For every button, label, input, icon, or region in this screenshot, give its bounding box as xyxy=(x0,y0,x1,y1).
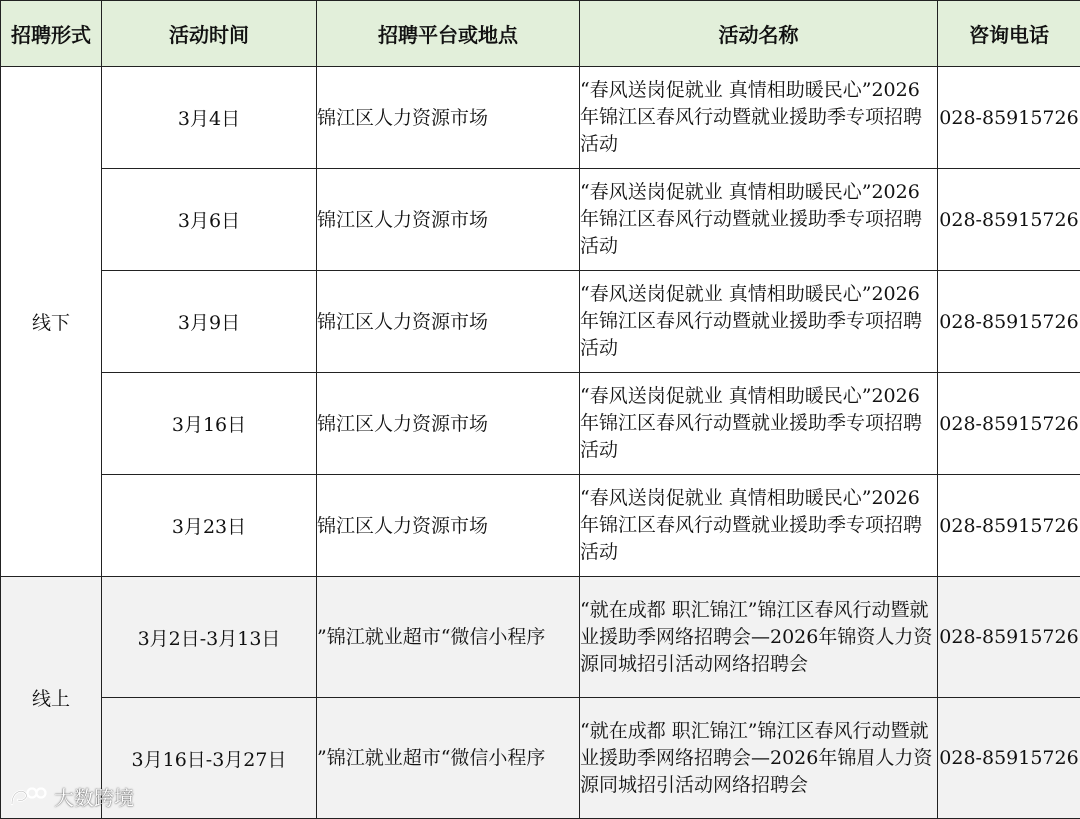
row-date: 3月2日-3月13日 xyxy=(102,577,317,698)
row-date: 3月23日 xyxy=(102,475,317,577)
row-title: “春风送岗促就业 真情相助暖民心”2026年锦江区春风行动暨就业援助季专项招聘活动 xyxy=(580,373,938,475)
table-row xyxy=(1,373,1080,475)
row-title: “春风送岗促就业 真情相助暖民心”2026年锦江区春风行动暨就业援助季专项招聘活动 xyxy=(580,475,938,577)
header-date: 活动时间 xyxy=(102,1,317,67)
table-row xyxy=(1,577,1080,698)
table-row xyxy=(1,271,1080,373)
row-venue: 锦江区人力资源市场 xyxy=(317,373,580,475)
row-title: “就在成都 职汇锦江”锦江区春风行动暨就业援助季网络招聘会—2026年锦眉人力资源同城招引活动网络招聘会 xyxy=(580,698,938,819)
mode-offline: 线下 xyxy=(1,67,102,577)
watermark-text: 大数跨境 xyxy=(54,782,134,811)
row-phone: 028-85915726 xyxy=(938,271,1080,373)
row-date: 3月9日 xyxy=(102,271,317,373)
table-row xyxy=(1,169,1080,271)
row-phone: 028-85915726 xyxy=(938,698,1080,819)
row-date: 3月16日 xyxy=(102,373,317,475)
row-title: “春风送岗促就业 真情相助暖民心”2026年锦江区春风行动暨就业援助季专项招聘活动 xyxy=(580,169,938,271)
row-phone: 028-85915726 xyxy=(938,169,1080,271)
header-phone: 咨询电话 xyxy=(938,1,1080,67)
header-row xyxy=(1,1,1080,67)
row-title: “就在成都 职汇锦江”锦江区春风行动暨就业援助季网络招聘会—2026年锦资人力资源同城招引活动网络招聘会 xyxy=(580,577,938,698)
table-row xyxy=(1,475,1080,577)
row-phone: 028-85915726 xyxy=(938,475,1080,577)
table-row xyxy=(1,67,1080,169)
header-venue: 招聘平台或地点 xyxy=(317,1,580,67)
row-date: 3月6日 xyxy=(102,169,317,271)
row-venue: 锦江区人力资源市场 xyxy=(317,169,580,271)
header-title: 活动名称 xyxy=(580,1,938,67)
row-venue: 锦江区人力资源市场 xyxy=(317,67,580,169)
row-venue: ”锦江就业超市“微信小程序 xyxy=(317,698,580,819)
row-title: “春风送岗促就业 真情相助暖民心”2026年锦江区春风行动暨就业援助季专项招聘活动 xyxy=(580,271,938,373)
table-row xyxy=(1,698,1080,819)
row-phone: 028-85915726 xyxy=(938,373,1080,475)
row-phone: 028-85915726 xyxy=(938,67,1080,169)
row-venue: ”锦江就业超市“微信小程序 xyxy=(317,577,580,698)
mode-online: 线上 xyxy=(1,577,102,819)
header-mode: 招聘形式 xyxy=(1,1,102,67)
row-phone: 028-85915726 xyxy=(938,577,1080,698)
row-title: “春风送岗促就业 真情相助暖民心”2026年锦江区春风行动暨就业援助季专项招聘活动 xyxy=(580,67,938,169)
row-venue: 锦江区人力资源市场 xyxy=(317,271,580,373)
row-venue: 锦江区人力资源市场 xyxy=(317,475,580,577)
row-date: 3月16日-3月27日 xyxy=(102,698,317,819)
row-date: 3月4日 xyxy=(102,67,317,169)
